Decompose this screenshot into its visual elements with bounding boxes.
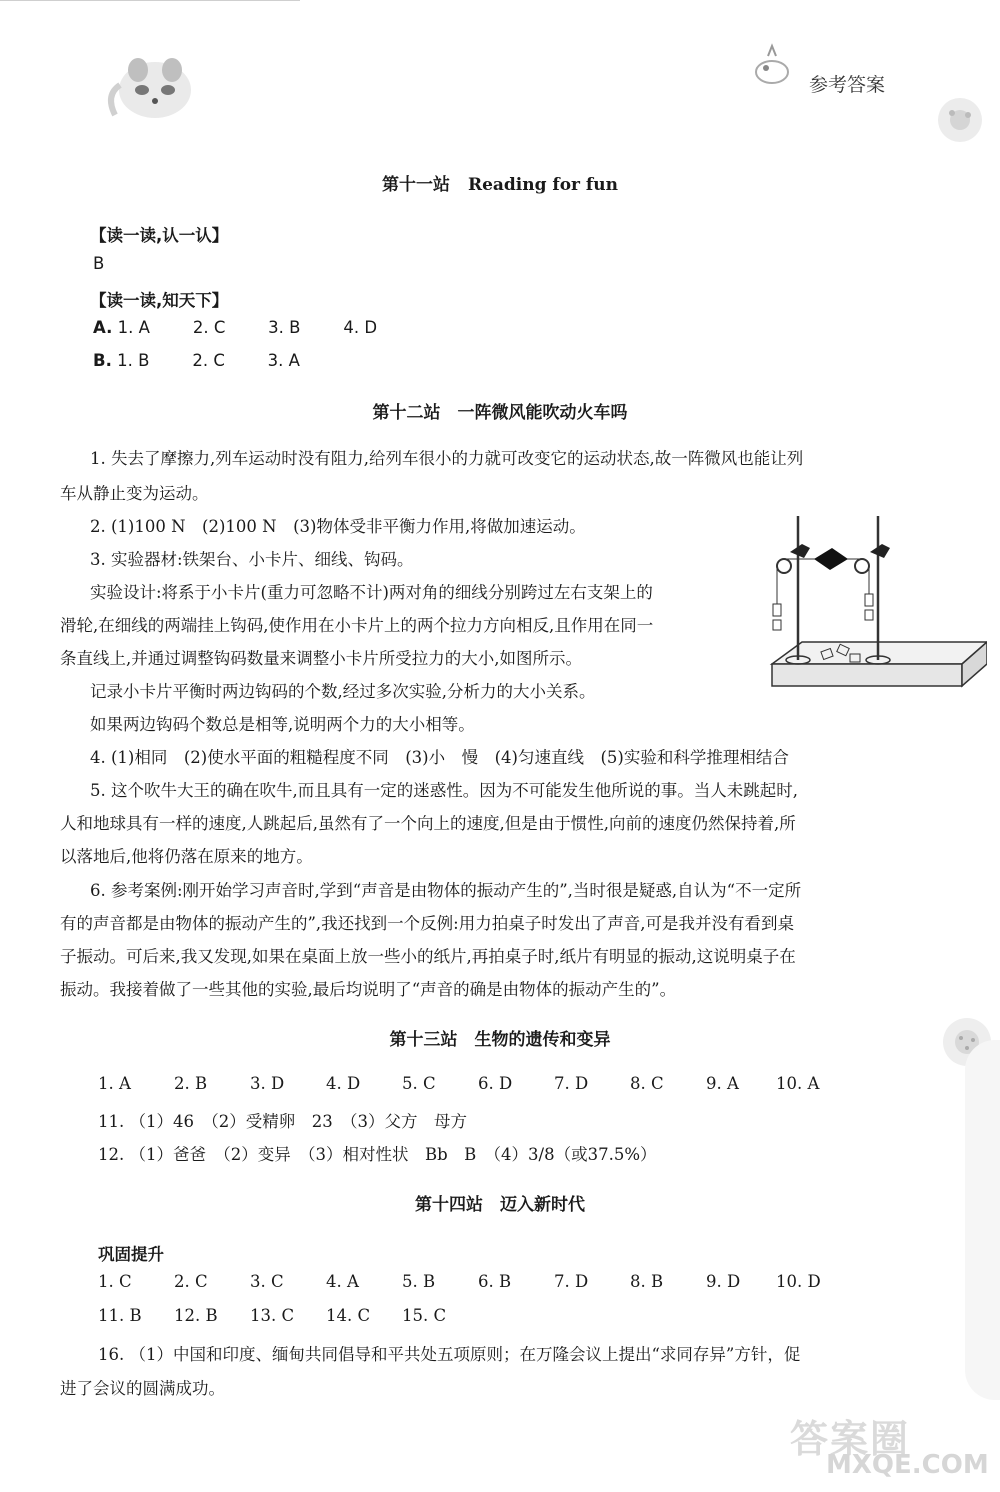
s12-q3-line: 3. 实验器材:铁架台、小卡片、细线、钩码。	[90, 550, 414, 569]
mcq-answer: 5. B	[402, 1272, 436, 1291]
raccoon-decoration-icon	[100, 35, 210, 130]
mcq-answer: 1. A	[98, 1074, 131, 1093]
s12-q1-line: 1. 失去了摩擦力,列车运动时没有阻力,给列车很小的力就可改变它的运动状态,故一阵微风也能让列	[90, 449, 804, 468]
s12-q6-line: 子振动。可后来,我又发现,如果在桌面上放一些小的纸片,再拍桌子时,纸片有明显的振动,这说明桌子在	[60, 947, 796, 966]
flower-decoration-icon	[930, 85, 990, 160]
mcq-answer: 13. C	[250, 1306, 295, 1325]
s14-subheading: 巩固提升	[98, 1245, 164, 1264]
s12-q5-line: 以落地后,他将仍落在原来的地方。	[60, 847, 313, 866]
header-divider	[0, 0, 300, 1]
s12-q6-line: 振动。我接着做了一些其他的实验,最后均说明了“声音的确是由物体的振动产生的”。	[60, 980, 677, 999]
bird-logo-icon	[748, 42, 796, 90]
s12-q6-line: 有的声音都是由物体的振动产生的”,我还找到一个反例:用力拍桌子时发出了声音,可是我并没有看到桌	[60, 914, 794, 933]
section-11-title-en: Reading for fun	[467, 175, 618, 195]
watermark-url: MXQE.COM	[826, 1450, 989, 1480]
s12-q5-line: 5. 这个吹牛大王的确在吹牛,而且具有一定的迷惑性。因为不可能发生他所说的事。当人未跳起时,	[90, 781, 798, 800]
s11-a-item: 3. B	[268, 318, 301, 337]
s11-b-item: 1. B	[117, 351, 150, 370]
s14-mcq-row-1	[98, 1272, 846, 1291]
section-14-title: 第十四站 迈入新时代	[415, 1195, 585, 1215]
s12-q6-line: 6. 参考案例:刚开始学习声音时,学到“声音是由物体的振动产生的”,当时很是疑惑,自认为“不一定所	[90, 881, 802, 900]
mcq-answer: 2. B	[174, 1074, 208, 1093]
section-12-title: 第十二站 一阵微风能吹动火车吗	[372, 403, 628, 423]
mcq-answer: 10. A	[776, 1074, 820, 1093]
corner-decoration	[965, 1040, 1000, 1400]
mcq-answer: 3. C	[250, 1272, 284, 1291]
mcq-answer: 7. D	[554, 1074, 589, 1093]
section-11-title	[0, 170, 1000, 195]
s12-q2: 2. (1)100 N (2)100 N (3)物体受非平衡力作用,将做加速运动。	[90, 517, 586, 536]
s11-b-label: B.	[93, 351, 112, 370]
s11-answer-1: B	[93, 254, 105, 273]
mcq-answer: 4. D	[326, 1074, 361, 1093]
mcq-answer: 10. D	[776, 1272, 821, 1291]
s12-q1-line: 车从静止变为运动。	[60, 484, 209, 503]
s11-a-item: 1. A	[117, 318, 150, 337]
s13-q11: 11. （1）46 （2）受精卵 23 （3）父方 母方	[98, 1112, 467, 1131]
s12-q5-line: 人和地球具有一样的速度,人跳起后,虽然有了一个向上的速度,但是由于惯性,向前的速度仍然保持着,所	[60, 814, 796, 833]
mcq-answer: 5. C	[402, 1074, 436, 1093]
mcq-answer: 15. C	[402, 1306, 447, 1325]
s11-answers-a	[93, 318, 377, 337]
s11-subheading-1: 【读一读,认一认】	[90, 226, 229, 245]
mcq-answer: 4. A	[326, 1272, 359, 1291]
s13-mcq-row	[98, 1074, 846, 1093]
mcq-answer: 11. B	[98, 1306, 142, 1325]
s12-q4: 4. (1)相同 (2)使水平面的粗糙程度不同 (3)小 慢 (4)匀速直线 (5)实验和科学推理相结合	[90, 748, 789, 767]
mcq-answer: 2. C	[174, 1272, 208, 1291]
s11-a-item: 2. C	[192, 318, 226, 337]
s12-q3-line: 条直线上,并通过调整钩码数量来调整小卡片所受拉力的大小,如图所示。	[60, 649, 582, 668]
mcq-answer: 7. D	[554, 1272, 589, 1291]
s11-a-label: A.	[93, 318, 113, 337]
s12-q3-line: 如果两边钩码个数总是相等,说明两个力的大小相等。	[90, 715, 475, 734]
section-13-title: 第十三站 生物的遗传和变异	[389, 1030, 611, 1050]
header-label: 参考答案	[808, 74, 885, 96]
section-11-title-cn: 第十一站	[382, 175, 451, 195]
s12-q3-line: 滑轮,在细线的两端挂上钩码,使作用在小卡片上的两个拉力方向相反,且作用在同一	[60, 616, 654, 635]
s11-b-item: 2. C	[192, 351, 225, 370]
mcq-answer: 9. D	[706, 1272, 741, 1291]
s14-q16-line: 进了会议的圆满成功。	[60, 1379, 225, 1398]
mcq-answer: 3. D	[250, 1074, 285, 1093]
mcq-answer: 8. B	[630, 1272, 664, 1291]
s11-subheading-2: 【读一读,知天下】	[90, 291, 229, 310]
mcq-answer: 9. A	[706, 1074, 739, 1093]
mcq-answer: 8. C	[630, 1074, 664, 1093]
s13-q12: 12. （1）爸爸 （2）变异 （3）相对性状 Bb B （4）3/8（或37.5%）	[98, 1145, 657, 1164]
mcq-answer: 1. C	[98, 1272, 132, 1291]
mcq-answer: 6. D	[478, 1074, 513, 1093]
mcq-answer: 14. C	[326, 1306, 371, 1325]
s11-answers-b	[93, 351, 300, 370]
s11-a-item: 4. D	[343, 318, 378, 337]
s14-mcq-row-2	[98, 1306, 478, 1325]
experiment-figure	[762, 514, 987, 694]
mcq-answer: 6. B	[478, 1272, 512, 1291]
watermark-logo: 答案圈	[790, 1417, 911, 1461]
mcq-answer: 12. B	[174, 1306, 218, 1325]
s12-q3-line: 实验设计:将系于小卡片(重力可忽略不计)两对角的细线分别跨过左右支架上的	[90, 583, 653, 602]
s12-q3-line: 记录小卡片平衡时两边钩码的个数,经过多次实验,分析力的大小关系。	[90, 682, 596, 701]
s14-q16-line: 16. （1）中国和印度、缅甸共同倡导和平共处五项原则；在万隆会议上提出“求同存异”方针，促	[98, 1345, 801, 1364]
s11-b-item: 3. A	[267, 351, 300, 370]
